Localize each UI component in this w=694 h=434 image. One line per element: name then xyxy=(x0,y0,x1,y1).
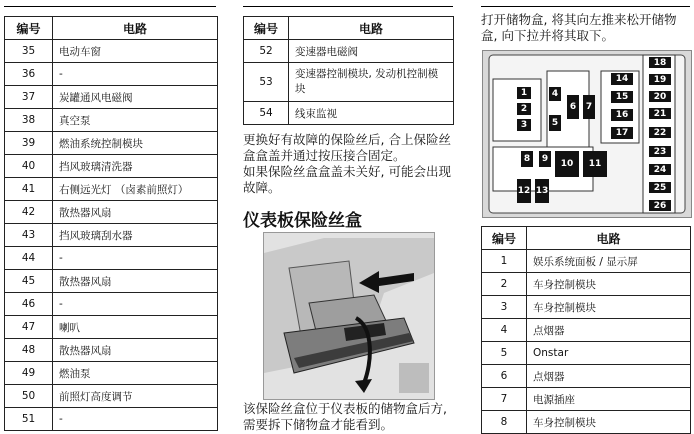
fuse-circuit: 变速器控制模块, 发动机控制模块 xyxy=(289,63,454,102)
left-column xyxy=(4,16,218,431)
fuse-number: 42 xyxy=(5,201,53,224)
fuse-slot: 17 xyxy=(611,127,633,139)
table-row xyxy=(5,155,218,178)
table-row xyxy=(5,224,218,247)
fuse-circuit: 点烟器 xyxy=(527,319,691,342)
table-row xyxy=(482,411,691,434)
fuse-circuit: 车身控制模块 xyxy=(527,273,691,296)
fuse-number: 43 xyxy=(5,224,53,247)
right-column xyxy=(481,226,691,434)
open-glovebox-paragraph: 打开储物盒, 将其向左推来松开储物盒, 向下拉并将其取下。 xyxy=(481,12,677,43)
fuse-slot: 25 xyxy=(649,182,671,193)
cover-warning-paragraph: 如果保险丝盒盒盖未关好, 可能会出现故障。 xyxy=(243,164,451,195)
table-row xyxy=(482,365,691,388)
glovebox-illustration xyxy=(263,232,435,400)
fuse-number: 44 xyxy=(5,247,53,270)
header-circuit: 电路 xyxy=(289,17,454,40)
header-number: 编号 xyxy=(244,17,289,40)
table-row xyxy=(5,86,218,109)
fuse-slot: 15 xyxy=(611,91,633,103)
table-row xyxy=(5,247,218,270)
table-row xyxy=(5,201,218,224)
fuse-circuit: 线束监视 xyxy=(289,102,454,125)
fuse-number: 40 xyxy=(5,155,53,178)
fuse-slot: 24 xyxy=(649,164,671,175)
table-row xyxy=(482,250,691,273)
fuse-slot: 26 xyxy=(649,200,671,211)
fuse-number: 36 xyxy=(5,63,53,86)
fuse-circuit: 车身控制模块 xyxy=(527,296,691,319)
table-header-row xyxy=(5,17,218,40)
fuse-circuit: 变速器电磁阀 xyxy=(289,40,454,63)
fuse-circuit: 散热器风扇 xyxy=(53,201,218,224)
fuse-circuit: 燃油泵 xyxy=(53,362,218,385)
fuse-circuit: 挡风玻璃刮水器 xyxy=(53,224,218,247)
top-rule-mid xyxy=(243,6,453,7)
fuse-slot: 22 xyxy=(649,127,671,138)
table-row xyxy=(5,339,218,362)
fuse-slot: 5 xyxy=(549,115,561,131)
fuse-circuit: 右侧远光灯 （卤素前照灯） xyxy=(53,178,218,201)
fuse-number: 7 xyxy=(482,388,527,411)
fuse-slot: 19 xyxy=(649,74,671,85)
fuse-slot: 4 xyxy=(549,87,561,101)
fuse-number: 46 xyxy=(5,293,53,316)
right-fuse-table xyxy=(481,226,691,434)
fuse-slot: 20 xyxy=(649,91,671,102)
header-number: 编号 xyxy=(482,227,527,250)
fuse-number: 8 xyxy=(482,411,527,434)
fuse-slot: 9 xyxy=(539,151,551,167)
fuse-circuit: 电源插座 xyxy=(527,388,691,411)
fuse-slot: 13 xyxy=(535,179,549,203)
fuse-circuit: Onstar xyxy=(527,342,691,365)
fuse-slot: 7 xyxy=(583,95,595,119)
table-row xyxy=(5,132,218,155)
table-row xyxy=(482,273,691,296)
table-row xyxy=(5,293,218,316)
fuse-circuit: 娱乐系统面板 / 显示屏 xyxy=(527,250,691,273)
table-header-row xyxy=(482,227,691,250)
fuse-number: 4 xyxy=(482,319,527,342)
left-fuse-table xyxy=(4,16,218,431)
fuse-slot: 1 xyxy=(517,87,531,99)
replace-fuse-paragraph: 更换好有故障的保险丝后, 合上保险丝盒盒盖并通过按压接合固定。 xyxy=(243,132,451,163)
section-heading: 仪表板保险丝盒 xyxy=(243,211,362,231)
fuse-number: 45 xyxy=(5,270,53,293)
fuse-number: 51 xyxy=(5,408,53,431)
table-row xyxy=(5,40,218,63)
fuse-slot: 3 xyxy=(517,119,531,131)
fuse-slot: 14 xyxy=(611,73,633,85)
fuse-number: 50 xyxy=(5,385,53,408)
fuse-circuit: 挡风玻璃清洗器 xyxy=(53,155,218,178)
table-row xyxy=(5,63,218,86)
table-row xyxy=(482,342,691,365)
table-row xyxy=(5,408,218,431)
header-circuit: 电路 xyxy=(527,227,691,250)
fuse-circuit: 散热器风扇 xyxy=(53,339,218,362)
middle-column xyxy=(243,16,454,125)
fuse-number: 54 xyxy=(244,102,289,125)
fuse-number: 53 xyxy=(244,63,289,102)
fuse-circuit: - xyxy=(53,293,218,316)
header-number: 编号 xyxy=(5,17,53,40)
fuse-number: 48 xyxy=(5,339,53,362)
fuse-slot: 6 xyxy=(567,95,579,119)
fuse-box-diagram xyxy=(482,50,692,218)
glovebox-drawing xyxy=(264,233,434,399)
fuse-number: 3 xyxy=(482,296,527,319)
fuse-number: 35 xyxy=(5,40,53,63)
location-paragraph: 该保险丝盒位于仪表板的储物盒后方, 需要拆下储物盒才能看到。 xyxy=(243,401,447,432)
fuse-slot: 12 xyxy=(517,179,531,203)
table-header-row xyxy=(244,17,454,40)
header-circuit: 电路 xyxy=(53,17,218,40)
fuse-number: 41 xyxy=(5,178,53,201)
fuse-slot: 16 xyxy=(611,109,633,121)
table-row xyxy=(5,316,218,339)
fuse-circuit: 炭罐通风电磁阀 xyxy=(53,86,218,109)
fuse-circuit: 车身控制模块 xyxy=(527,411,691,434)
fuse-number: 6 xyxy=(482,365,527,388)
table-row xyxy=(482,296,691,319)
fuse-circuit: 喇叭 xyxy=(53,316,218,339)
mid-fuse-table xyxy=(243,16,454,125)
fuse-circuit: - xyxy=(53,247,218,270)
fuse-circuit: 电动车窗 xyxy=(53,40,218,63)
fuse-circuit: - xyxy=(53,63,218,86)
fuse-circuit: 燃油系统控制模块 xyxy=(53,132,218,155)
fuse-slot: 11 xyxy=(583,151,607,177)
fuse-slot: 23 xyxy=(649,146,671,157)
table-row xyxy=(5,270,218,293)
table-row xyxy=(5,362,218,385)
fuse-slot: 10 xyxy=(555,151,579,177)
table-row xyxy=(244,40,454,63)
table-row xyxy=(5,178,218,201)
fuse-slot: 18 xyxy=(649,57,671,68)
table-row xyxy=(482,388,691,411)
fuse-number: 37 xyxy=(5,86,53,109)
fuse-slot: 21 xyxy=(649,108,671,119)
fuse-circuit: 前照灯高度调节 xyxy=(53,385,218,408)
top-rule-right xyxy=(481,6,690,7)
fuse-circuit: - xyxy=(53,408,218,431)
table-row xyxy=(5,385,218,408)
fuse-number: 49 xyxy=(5,362,53,385)
table-row xyxy=(5,109,218,132)
fuse-number: 5 xyxy=(482,342,527,365)
fuse-number: 47 xyxy=(5,316,53,339)
fuse-slot: 8 xyxy=(521,151,533,167)
fuse-number: 52 xyxy=(244,40,289,63)
fuse-circuit: 散热器风扇 xyxy=(53,270,218,293)
fuse-circuit: 点烟器 xyxy=(527,365,691,388)
fuse-circuit: 真空泵 xyxy=(53,109,218,132)
fuse-slot: 2 xyxy=(517,103,531,115)
table-row xyxy=(482,319,691,342)
fuse-number: 2 xyxy=(482,273,527,296)
table-row xyxy=(244,63,454,102)
fuse-number: 38 xyxy=(5,109,53,132)
table-row xyxy=(244,102,454,125)
fuse-number: 1 xyxy=(482,250,527,273)
top-rule-left xyxy=(4,6,216,7)
fuse-number: 39 xyxy=(5,132,53,155)
